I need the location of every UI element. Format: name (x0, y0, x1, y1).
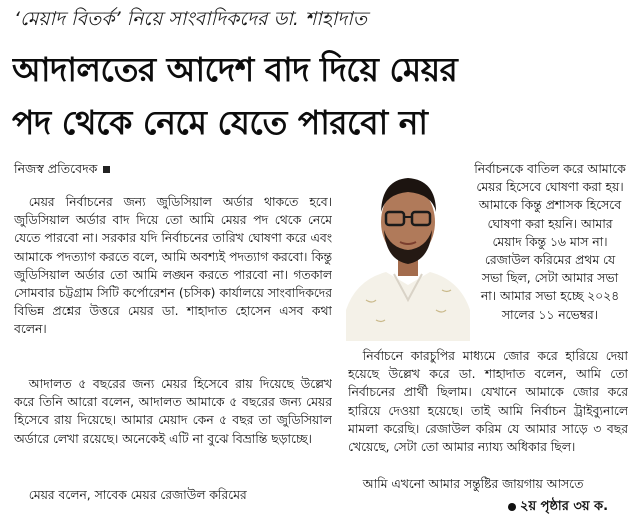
continued-on (508, 496, 633, 518)
bullet-icon (508, 503, 516, 511)
byline-text: নিজস্ব প্রতিবেদক (14, 161, 98, 176)
paragraph-1: মেয়র নির্বাচনের জন্য জুডিসিয়াল অর্ডার থাকতে হবে। জুডিসিয়াল অর্ডার বাদ দিয়ে তো আমি মেয়র পদ থেকে নেমে যেতে পারবো না। সরকার যদি নির্বাচনের তারিখ ঘোষণা করে এবং আমাকে পদত্যাগ করতে বলে, আমি অবশ্যই পদত্যাগ করবো। কিন্তু জুডিসিয়াল অর্ডার তো আমি লঙ্ঘন করতে পারবো না। গতকাল সোমবার চট্টগ্রাম সিটি কর্পোরেশন (চসিক) কার্যালয়ে সাংবাদিকদের বিভিন্ন প্রশ্নের উত্তরে মেয়র ডা. শাহাদাত হোসেন এসব কথা বলেন। (14, 195, 332, 337)
paragraph-2: আদালত ৫ বছরের জন্য মেয়র হিসেবে রায় দিয়েছে উল্লেখ করে তিনি আরো বলেন, আদালত আমাকে ৫ বছরের জন্য মেয়র হিসেবে রায় দিয়েছে। আমার মেয়াদ কেন ৫ বছর তা জুডিসিয়াল অর্ডারে লেখা রয়েছে। অনেকেই এটি না বুঝে বিভ্রান্তি ছড়াচ্ছে। (14, 377, 332, 446)
paragraph-6: আমি এখনো আমার সন্তুষ্টির জায়গায় আসতে (362, 477, 584, 491)
portrait-photo (346, 160, 470, 341)
headline-line-2: পদ থেকে নেমে যেতে পারবো না (12, 103, 428, 142)
headline-line-1: আদালতের আদেশ বাদ দিয়ে মেয়র (12, 50, 458, 89)
byline-square-icon (103, 166, 110, 173)
portrait-illustration (346, 160, 470, 341)
kicker: ‘মেয়াদ বিতর্ক’ নিয়ে সাংবাদিকদের ডা. শাহাদাত (14, 8, 368, 30)
paragraph-5: নির্বাচনে কারচুপির মাধ্যমে জোর করে হারিয়ে দেয়া হয়েছে উল্লেখ করে ডা. শাহাদাত বলেন, আমি তো নির্বাচনের প্রার্থী ছিলাম। যেখানে আমাকে জোর করে হারিয়ে দেওয়া হয়েছে। তাই আমি নির্বাচন ট্রাইব্যুনালে মামলা করেছি। রেজাউল করিম যে আমার সাড়ে ৩ বছর খেয়েছে, সেটা তো আমার ন্যায্য অধিকার ছিল। (348, 349, 628, 455)
byline (14, 160, 344, 178)
paragraph-4: নির্বাচনকে বাতিল করে আমাকে মেয়র হিসেবে ঘোষণা করা হয়। আমাকে কিন্তু প্রশাসক হিসেবে ঘোষণা করা হয়নি। আমার মেয়াদ কিন্তু ১৬ মাস না। রেজাউল করিমের প্রথম যে সভা ছিল, সেটা আমার সভা না। আমার সভা হচ্ছে ২০২৪ সালের ১১ নভেম্বর। (474, 162, 626, 322)
continued-text: ২য় পৃষ্ঠার ৩য় ক. (520, 499, 609, 514)
paragraph-3: মেয়র বলেন, সাবেক মেয়র রেজাউল করিমের (28, 488, 247, 502)
